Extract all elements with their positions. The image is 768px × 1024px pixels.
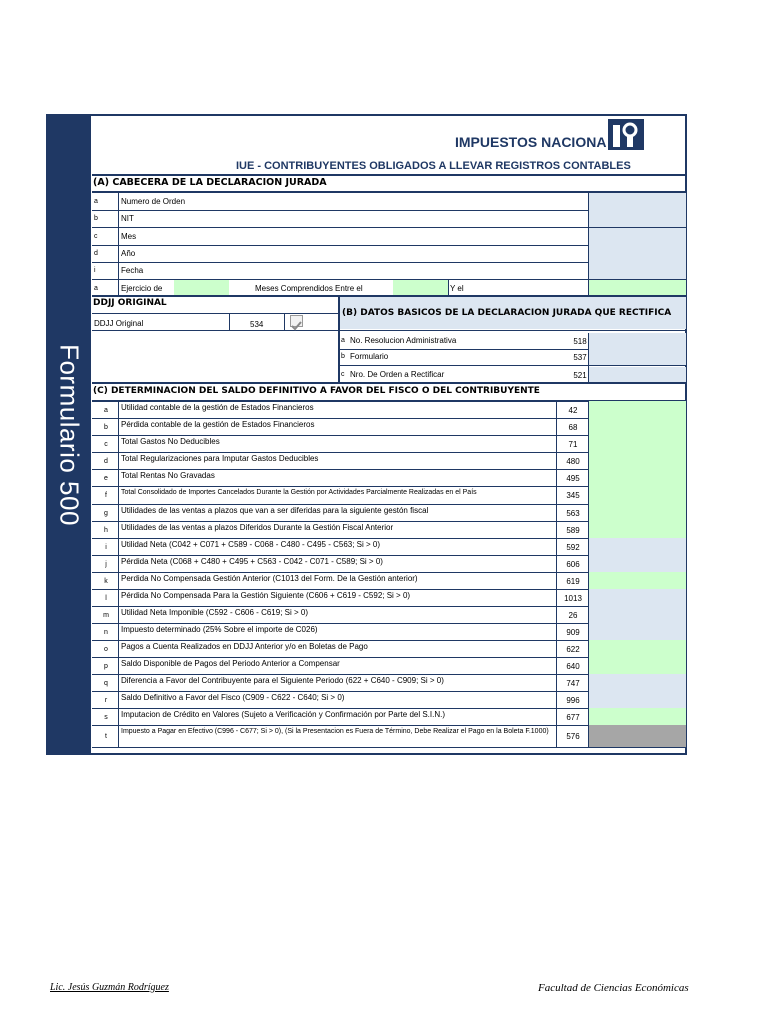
meses-label: Meses Comprendidos Entre el bbox=[255, 284, 363, 293]
row-label: Utilidad Neta Imponible (C592 - C606 - C619; Si > 0) bbox=[121, 608, 308, 617]
row-letter: k bbox=[104, 578, 108, 585]
row-letter: s bbox=[104, 714, 108, 721]
row-letter: c bbox=[94, 233, 98, 240]
input-606[interactable] bbox=[589, 555, 686, 572]
row-code: 521 bbox=[573, 371, 587, 380]
row-label: Utilidades de las ventas a plazos Diferidos Durante la Gestión Fiscal Anterior bbox=[121, 523, 394, 532]
input-formulario[interactable] bbox=[589, 349, 686, 365]
row-letter: q bbox=[104, 680, 108, 687]
row-label: Total Rentas No Gravadas bbox=[121, 471, 215, 480]
divider bbox=[92, 747, 686, 748]
row-code: 640 bbox=[566, 662, 580, 671]
input-480[interactable] bbox=[589, 452, 686, 469]
row-code: 518 bbox=[573, 337, 587, 346]
row-label: Nro. De Orden a Rectificar bbox=[350, 370, 445, 379]
row-letter: t bbox=[105, 733, 107, 740]
row-code: 747 bbox=[566, 679, 580, 688]
input-68[interactable] bbox=[589, 418, 686, 435]
divider bbox=[556, 401, 557, 747]
form-title: IUE - CONTRIBUYENTES OBLIGADOS A LLEVAR REGISTROS CONTABLES bbox=[236, 160, 631, 172]
meses-hasta-input[interactable] bbox=[589, 280, 686, 295]
row-code: 592 bbox=[566, 543, 580, 552]
divider bbox=[118, 193, 119, 296]
row-letter: c bbox=[104, 441, 108, 448]
divider bbox=[340, 365, 686, 366]
row-label: Impuesto determinado (25% Sobre el importe de C026) bbox=[121, 625, 318, 634]
author-credit: Lic. Jesús Guzmán Rodríguez bbox=[50, 982, 169, 993]
ejercicio-label: Ejercicio de bbox=[121, 284, 163, 293]
ddjj-original-checkbox[interactable] bbox=[290, 315, 303, 327]
input-42[interactable] bbox=[589, 401, 686, 418]
row-label: Saldo Definitivo a Favor del Fisco (C909 - C622 - C640; Si > 0) bbox=[121, 693, 345, 702]
row-code: 909 bbox=[566, 628, 580, 637]
yel-label: Y el bbox=[450, 284, 464, 293]
row-code: 1013 bbox=[564, 594, 582, 603]
row-label: Numero de Orden bbox=[121, 197, 186, 206]
ddjj-heading: DDJJ ORIGINAL bbox=[93, 298, 167, 308]
row-letter: a bbox=[94, 285, 98, 292]
row-label: Pérdida No Compensada Para la Gestión Siguiente (C606 + C619 - C592; Si > 0) bbox=[121, 591, 411, 600]
row-letter: a bbox=[104, 407, 108, 414]
row-label: Pérdida Neta (C068 + C480 + C495 + C563 - C042 - C071 - C589; Si > 0) bbox=[121, 557, 383, 566]
row-letter: m bbox=[103, 612, 109, 619]
row-code: 563 bbox=[566, 509, 580, 518]
section-b-heading: (B) DATOS BASICOS DE LA DECLARACION JURADA QUE RECTIFICA bbox=[342, 308, 672, 318]
row-letter: g bbox=[104, 510, 108, 517]
input-677[interactable] bbox=[589, 708, 686, 725]
row-letter: o bbox=[104, 646, 108, 653]
row-letter: n bbox=[104, 629, 108, 636]
row-label: Total Regularizaciones para Imputar Gastos Deducibles bbox=[121, 454, 319, 463]
row-letter: i bbox=[94, 267, 96, 274]
input-563[interactable] bbox=[589, 504, 686, 521]
row-label: Perdida No Compensada Gestión Anterior (C1013 del Form. De la Gestión anterior) bbox=[121, 574, 418, 583]
divider bbox=[588, 401, 589, 747]
section-c-heading: (C) DETERMINACION DEL SALDO DEFINITIVO A FAVOR DEL FISCO O DEL CONTRIBUYENTE bbox=[93, 386, 540, 396]
row-label: Fecha bbox=[121, 266, 144, 275]
input-71[interactable] bbox=[589, 435, 686, 452]
row-label: Año bbox=[121, 249, 136, 258]
section-a-heading: (A) CABECERA DE LA DECLARACION JURADA bbox=[93, 177, 327, 188]
input-747[interactable] bbox=[589, 674, 686, 691]
row-code: 68 bbox=[568, 423, 578, 432]
divider bbox=[92, 174, 686, 176]
input-26[interactable] bbox=[589, 606, 686, 623]
row-letter: e bbox=[104, 475, 108, 482]
row-label: Utilidad Neta (C042 + C071 + C589 - C068 - C480 - C495 - C563; Si > 0) bbox=[121, 540, 381, 549]
row-code: 480 bbox=[566, 457, 580, 466]
divider bbox=[340, 330, 686, 331]
form-number-title: Formulario 500 bbox=[54, 343, 84, 526]
input-622[interactable] bbox=[589, 640, 686, 657]
row-letter: a bbox=[341, 337, 345, 344]
row-code: 677 bbox=[566, 713, 580, 722]
row-label: Impuesto a Pagar en Efectivo (C996 - C677; Si > 0), (Si la Presentacion es Fuera de Término, Debe Realizar el Pago en la Boleta F.1000) bbox=[121, 728, 549, 735]
input-640[interactable] bbox=[589, 657, 686, 674]
row-code: 576 bbox=[566, 732, 580, 741]
input-619[interactable] bbox=[589, 572, 686, 589]
row-label: Diferencia a Favor del Contribuyente para el Siguiente Periodo (622 + C640 - C909; Si > 0) bbox=[121, 676, 444, 685]
row-label: NIT bbox=[121, 214, 134, 223]
row-label: Utilidades de las ventas a plazos que van a ser diferidas para la siguiente gestón fiscal bbox=[121, 506, 429, 515]
row-label: Total Consolidado de Importes Cancelados Durante la Gestión por Actividades Parcialmente Realizadas en el País bbox=[121, 489, 477, 496]
row-label: Pérdida contable de la gestión de Estados Financieros bbox=[121, 420, 315, 429]
divider bbox=[92, 313, 338, 314]
row-letter: a bbox=[94, 198, 98, 205]
row-label: Saldo Disponible de Pagos del Periodo Anterior a Compensar bbox=[121, 659, 340, 668]
row-letter: f bbox=[105, 492, 107, 499]
input-numero-de-orden[interactable] bbox=[589, 193, 686, 210]
row-code: 996 bbox=[566, 696, 580, 705]
divider bbox=[588, 333, 589, 383]
brand-name: IMPUESTOS NACIONA bbox=[455, 134, 607, 150]
input-589[interactable] bbox=[589, 521, 686, 538]
row-letter: b bbox=[104, 424, 108, 431]
row-letter: i bbox=[105, 544, 107, 551]
row-code: 345 bbox=[566, 491, 580, 500]
row-code: 606 bbox=[566, 560, 580, 569]
ddjj-label: DDJJ Original bbox=[94, 319, 144, 328]
row-code: 537 bbox=[573, 353, 587, 362]
input-592[interactable] bbox=[589, 538, 686, 555]
input-nit[interactable] bbox=[589, 210, 686, 227]
row-label: Imputacion de Crédito en Valores (Sujeto a Verificación y Confirmación por Parte del S.I.N.) bbox=[121, 710, 446, 719]
row-label: Total Gastos No Deducibles bbox=[121, 437, 220, 446]
row-label: No. Resolucion Administrativa bbox=[350, 336, 457, 345]
ddjj-code: 534 bbox=[250, 320, 264, 329]
row-letter: r bbox=[104, 697, 108, 704]
divider bbox=[118, 401, 119, 747]
row-letter: d bbox=[94, 250, 98, 257]
row-letter: j bbox=[105, 561, 107, 568]
input-nro-de-orden-a-rectificar[interactable] bbox=[589, 367, 686, 383]
row-code: 619 bbox=[566, 577, 580, 586]
row-letter: b bbox=[94, 215, 98, 222]
ejercicio-input[interactable] bbox=[174, 280, 229, 295]
row-code: 622 bbox=[566, 645, 580, 654]
input-576[interactable] bbox=[589, 725, 686, 747]
input-1013[interactable] bbox=[589, 589, 686, 606]
input-no-resolucion-administrativa[interactable] bbox=[589, 333, 686, 349]
impuestos-logo-icon bbox=[608, 119, 644, 150]
row-label: Mes bbox=[121, 232, 137, 241]
divider bbox=[229, 313, 230, 330]
row-code: 42 bbox=[568, 406, 578, 415]
input-996[interactable] bbox=[589, 691, 686, 708]
input-fecha[interactable] bbox=[589, 262, 686, 279]
row-letter: p bbox=[104, 663, 108, 670]
input-345[interactable] bbox=[589, 486, 686, 504]
row-code: 26 bbox=[568, 611, 578, 620]
row-letter: c bbox=[341, 371, 345, 378]
row-code: 495 bbox=[566, 474, 580, 483]
input-a-o[interactable] bbox=[589, 245, 686, 262]
row-letter: l bbox=[105, 595, 107, 602]
row-code: 589 bbox=[566, 526, 580, 535]
divider bbox=[448, 280, 449, 295]
row-letter: b bbox=[341, 353, 345, 360]
row-letter: h bbox=[104, 527, 108, 534]
row-letter: d bbox=[104, 458, 108, 465]
divider bbox=[92, 382, 686, 384]
input-mes[interactable] bbox=[589, 228, 686, 245]
row-label: Utilidad contable de la gestión de Estados Financieros bbox=[121, 403, 314, 412]
meses-desde-input[interactable] bbox=[393, 280, 448, 295]
row-label: Formulario bbox=[350, 352, 389, 361]
divider bbox=[284, 313, 285, 330]
row-label: Pagos a Cuenta Realizados en DDJJ Anterior y/o en Boletas de Pago bbox=[121, 642, 368, 651]
sidebar-band bbox=[46, 114, 91, 755]
faculty-credit: Facultad de Ciencias Económicas bbox=[538, 982, 689, 994]
input-495[interactable] bbox=[589, 469, 686, 486]
row-code: 71 bbox=[568, 440, 578, 449]
input-909[interactable] bbox=[589, 623, 686, 640]
